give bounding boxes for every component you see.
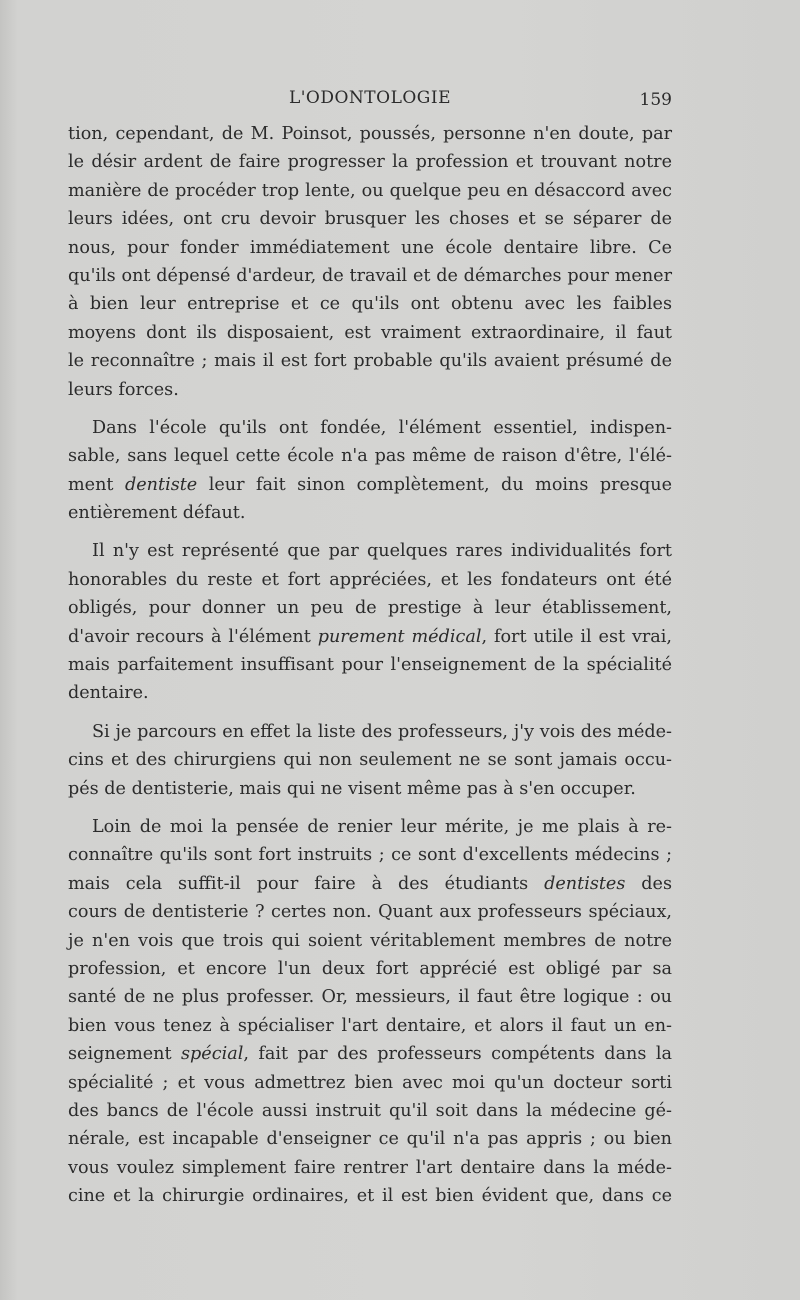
text-line: pés de dentisterie, mais qui ne visent même pas à s'en occuper. — [68, 778, 636, 799]
text-line: obligés, pour donner un peu de prestige à leur établissement, — [68, 598, 672, 619]
italic-emphasis: spécial — [181, 1044, 244, 1065]
text-line: à bien leur entreprise et ce qu'ils ont obtenu avec les faibles — [68, 294, 672, 315]
text-run: d'avoir recours à l'élément — [68, 626, 318, 647]
text-line: leurs idées, ont cru devoir brusquer les choses et se séparer de — [68, 209, 672, 230]
text-run: , fait par des professeurs compétents dans la — [243, 1044, 672, 1065]
text-line: Loin de moi la pensée de renier leur mérite, je me plais à re- — [92, 816, 672, 837]
text-line — [68, 870, 672, 898]
text-line: dentaire. — [68, 683, 149, 704]
text-line: leurs forces. — [68, 379, 179, 400]
text-line: spécialité ; et vous admettrez bien avec moi qu'un docteur sorti — [68, 1072, 672, 1093]
paragraph — [68, 414, 672, 528]
text-line: cins et des chirurgiens qui non seulement ne se sont jamais occu- — [68, 750, 672, 771]
text-line: nérale, est incapable d'enseigner ce qu'il n'a pas appris ; ou bien — [68, 1129, 672, 1150]
text-line: manière de procéder trop lente, ou quelque peu en désaccord avec — [68, 180, 672, 201]
text-run: , fort utile il est vrai, — [481, 626, 672, 647]
text-run: des — [625, 873, 672, 894]
text-line: vous voulez simplement faire rentrer l'art dentaire dans la méde- — [68, 1157, 672, 1178]
paragraph-gap — [68, 527, 672, 537]
text-line: entièrement défaut. — [68, 503, 246, 524]
text-line: des bancs de l'école aussi instruit qu'il soit dans la médecine gé- — [68, 1100, 672, 1121]
text-line: mais parfaitement insuffisant pour l'enseignement de la spécialité — [68, 655, 672, 676]
text-line: honorables du reste et fort appréciées, et les fondateurs ont été — [68, 569, 672, 590]
text-line: santé de ne plus professer. Or, messieurs, il faut être logique : ou — [68, 987, 672, 1008]
text-line: bien vous tenez à spécialiser l'art dentaire, et alors il faut un en- — [68, 1015, 672, 1036]
text-run: mais cela suffit-il pour faire à des étudiants — [68, 873, 545, 894]
page-number: 159 — [639, 90, 672, 110]
text-line: tion, cependant, de M. Poinsot, poussés, personne n'en doute, par — [68, 124, 672, 144]
paragraph — [68, 120, 672, 404]
paragraph — [68, 813, 672, 1210]
paragraph — [68, 537, 672, 707]
text-line: moyens dont ils disposaient, est vraiment extraordinaire, il faut — [68, 322, 672, 343]
text-line: sable, sans lequel cette école n'a pas même de raison d'être, l'élé- — [68, 446, 672, 467]
text-line: le reconnaître ; mais il est fort probable qu'ils avaient présumé de — [68, 351, 672, 372]
paragraph-gap — [68, 404, 672, 414]
paragraph-gap — [68, 708, 672, 718]
text-line: profession, et encore l'un deux fort apprécié est obligé par sa — [68, 958, 672, 979]
text-run: leur fait sinon complètement, du moins presque — [197, 474, 673, 495]
text-line: Si je parcours en effet la liste des professeurs, j'y vois des méde- — [92, 721, 672, 742]
running-title: L'ODONTOLOGIE — [288, 88, 452, 108]
text-line — [68, 471, 672, 499]
italic-emphasis: purement médical — [317, 626, 482, 647]
page-header — [68, 88, 672, 114]
text-line: Dans l'école qu'ils ont fondée, l'élément essentiel, indispen- — [92, 417, 672, 438]
paragraph-gap — [68, 803, 672, 813]
text-line: cine et la chirurgie ordinaires, et il est bien évident que, dans ce — [68, 1186, 672, 1207]
text-line: nous, pour fonder immédiatement une école dentaire libre. Ce — [68, 237, 672, 258]
text-line: qu'ils ont dépensé d'ardeur, de travail et de démarches pour mener — [68, 265, 672, 286]
text-line: le désir ardent de faire progresser la profession et trouvant notre — [68, 152, 672, 173]
text-run: seignement — [68, 1044, 182, 1065]
text-line: Il n'y est représenté que par quelques rares individualités fort — [92, 541, 672, 562]
text-line — [68, 623, 672, 651]
text-line — [68, 1040, 672, 1068]
text-line: connaître qu'ils sont fort instruits ; ce sont d'excellents médecins ; — [68, 845, 672, 866]
body-text — [68, 120, 672, 1210]
italic-emphasis: dentiste — [125, 474, 198, 495]
text-line: cours de dentisterie ? certes non. Quant aux professeurs spéciaux, — [68, 902, 672, 923]
italic-emphasis: dentistes — [544, 873, 626, 894]
text-line: je n'en vois que trois qui soient véritablement membres de notre — [68, 930, 672, 951]
paragraph — [68, 718, 672, 803]
text-run: ment — [68, 474, 125, 495]
